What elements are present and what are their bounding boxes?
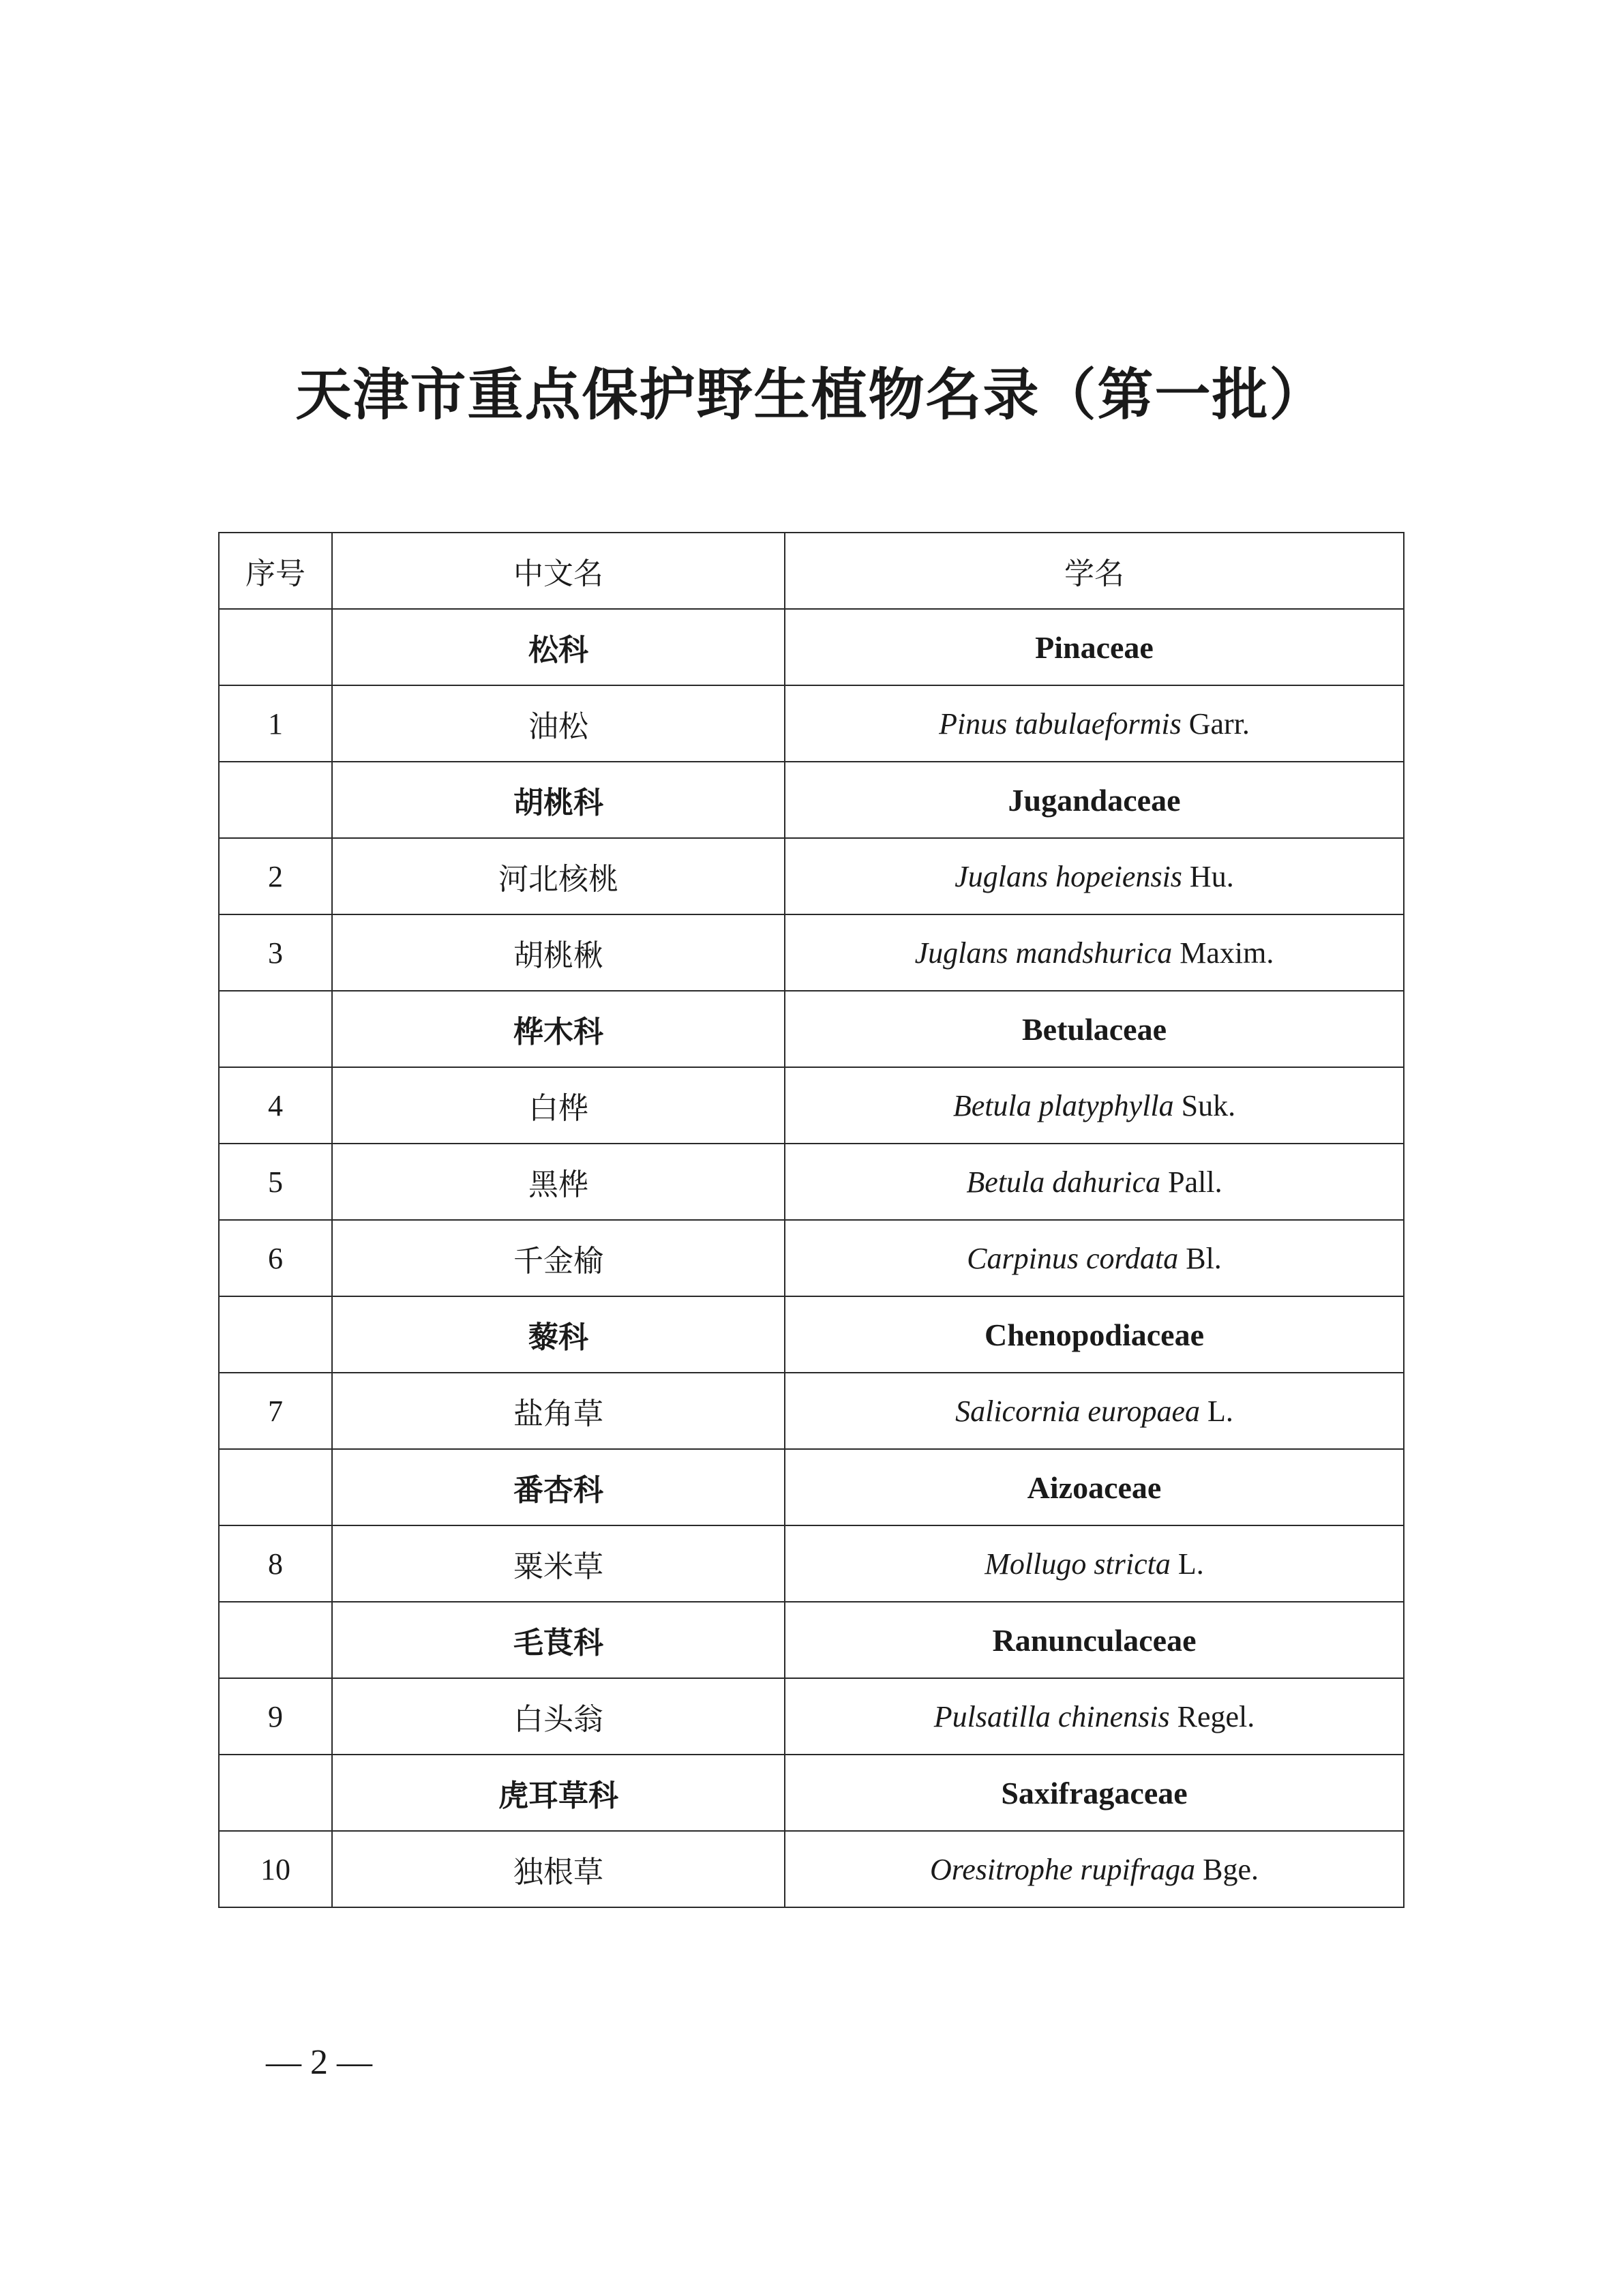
- family-chinese-name: 虎耳草科: [332, 1755, 785, 1831]
- author-abbreviation: L.: [1170, 1547, 1204, 1581]
- species-chinese-name: 油松: [332, 685, 785, 762]
- author-abbreviation: Maxim.: [1172, 936, 1274, 970]
- binomial-name: Juglans hopeiensis: [955, 859, 1182, 893]
- serial-number-cell: 5: [219, 1144, 332, 1220]
- species-scientific-name: [785, 1525, 1404, 1602]
- species-chinese-name: 独根草: [332, 1831, 785, 1907]
- document-title: 天津市重点保护野生植物名录（第一批）: [295, 363, 1327, 428]
- family-row: [219, 1449, 1404, 1525]
- serial-number-cell: 1: [219, 685, 332, 762]
- family-scientific-name: Aizoaceae: [785, 1449, 1404, 1525]
- species-chinese-name: 白头翁: [332, 1678, 785, 1755]
- serial-number-cell: [219, 1602, 332, 1678]
- species-chinese-name: 河北核桃: [332, 838, 785, 914]
- table-header-row: [219, 533, 1404, 609]
- serial-number-cell: 2: [219, 838, 332, 914]
- species-row: [219, 1525, 1404, 1602]
- family-row: [219, 1296, 1404, 1373]
- family-row: [219, 1755, 1404, 1831]
- family-row: [219, 991, 1404, 1067]
- species-scientific-name: [785, 838, 1404, 914]
- family-chinese-name: 番杏科: [332, 1449, 785, 1525]
- serial-number-cell: [219, 762, 332, 838]
- serial-number-cell: 6: [219, 1220, 332, 1296]
- species-row: [219, 1144, 1404, 1220]
- species-chinese-name: 千金榆: [332, 1220, 785, 1296]
- serial-number-cell: 10: [219, 1831, 332, 1907]
- serial-number-cell: 7: [219, 1373, 332, 1449]
- species-scientific-name: [785, 1373, 1404, 1449]
- species-chinese-name: 盐角草: [332, 1373, 785, 1449]
- author-abbreviation: L.: [1199, 1394, 1233, 1428]
- serial-number-cell: [219, 609, 332, 685]
- serial-number-cell: 4: [219, 1067, 332, 1144]
- header-scientific-name: 学名: [785, 533, 1404, 609]
- family-row: [219, 1602, 1404, 1678]
- header-serial-number: 序号: [219, 533, 332, 609]
- family-row: [219, 609, 1404, 685]
- plant-catalog-table: [218, 532, 1405, 1908]
- family-chinese-name: 胡桃科: [332, 762, 785, 838]
- binomial-name: Betula dahurica: [966, 1165, 1161, 1199]
- species-chinese-name: 胡桃楸: [332, 914, 785, 991]
- binomial-name: Oresitrophe rupifraga: [930, 1852, 1196, 1886]
- species-chinese-name: 白桦: [332, 1067, 785, 1144]
- serial-number-cell: 8: [219, 1525, 332, 1602]
- species-scientific-name: [785, 1220, 1404, 1296]
- species-row: [219, 914, 1404, 991]
- author-abbreviation: Bge.: [1195, 1852, 1259, 1886]
- serial-number-cell: 9: [219, 1678, 332, 1755]
- author-abbreviation: Regel.: [1169, 1699, 1255, 1733]
- species-row: [219, 1067, 1404, 1144]
- species-row: [219, 838, 1404, 914]
- species-scientific-name: [785, 685, 1404, 762]
- family-row: [219, 762, 1404, 838]
- family-scientific-name: Ranunculaceae: [785, 1602, 1404, 1678]
- species-scientific-name: [785, 1678, 1404, 1755]
- species-chinese-name: 黑桦: [332, 1144, 785, 1220]
- family-chinese-name: 桦木科: [332, 991, 785, 1067]
- species-row: [219, 1373, 1404, 1449]
- binomial-name: Mollugo stricta: [985, 1547, 1171, 1581]
- family-scientific-name: Betulaceae: [785, 991, 1404, 1067]
- binomial-name: Carpinus cordata: [967, 1241, 1179, 1275]
- family-chinese-name: 松科: [332, 609, 785, 685]
- page-number: — 2 —: [266, 2043, 372, 2082]
- species-scientific-name: [785, 1831, 1404, 1907]
- table-body: [219, 609, 1404, 1907]
- family-chinese-name: 毛茛科: [332, 1602, 785, 1678]
- family-scientific-name: Chenopodiaceae: [785, 1296, 1404, 1373]
- binomial-name: Juglans mandshurica: [914, 936, 1173, 970]
- author-abbreviation: Bl.: [1178, 1241, 1222, 1275]
- serial-number-cell: [219, 1755, 332, 1831]
- species-chinese-name: 粟米草: [332, 1525, 785, 1602]
- species-scientific-name: [785, 914, 1404, 991]
- species-scientific-name: [785, 1144, 1404, 1220]
- author-abbreviation: Garr.: [1181, 706, 1250, 741]
- header-chinese-name: 中文名: [332, 533, 785, 609]
- species-row: [219, 1220, 1404, 1296]
- family-scientific-name: Saxifragaceae: [785, 1755, 1404, 1831]
- family-scientific-name: Pinaceae: [785, 609, 1404, 685]
- binomial-name: Betula platyphylla: [952, 1088, 1174, 1122]
- serial-number-cell: 3: [219, 914, 332, 991]
- family-chinese-name: 藜科: [332, 1296, 785, 1373]
- species-scientific-name: [785, 1067, 1404, 1144]
- binomial-name: Pulsatilla chinensis: [933, 1699, 1170, 1733]
- binomial-name: Salicornia europaea: [955, 1394, 1200, 1428]
- author-abbreviation: Hu.: [1182, 859, 1234, 893]
- binomial-name: Pinus tabulaeformis: [939, 706, 1182, 741]
- serial-number-cell: [219, 991, 332, 1067]
- species-row: [219, 685, 1404, 762]
- author-abbreviation: Pall.: [1160, 1165, 1222, 1199]
- serial-number-cell: [219, 1449, 332, 1525]
- species-row: [219, 1831, 1404, 1907]
- family-scientific-name: Jugandaceae: [785, 762, 1404, 838]
- author-abbreviation: Suk.: [1173, 1088, 1236, 1122]
- serial-number-cell: [219, 1296, 332, 1373]
- species-row: [219, 1678, 1404, 1755]
